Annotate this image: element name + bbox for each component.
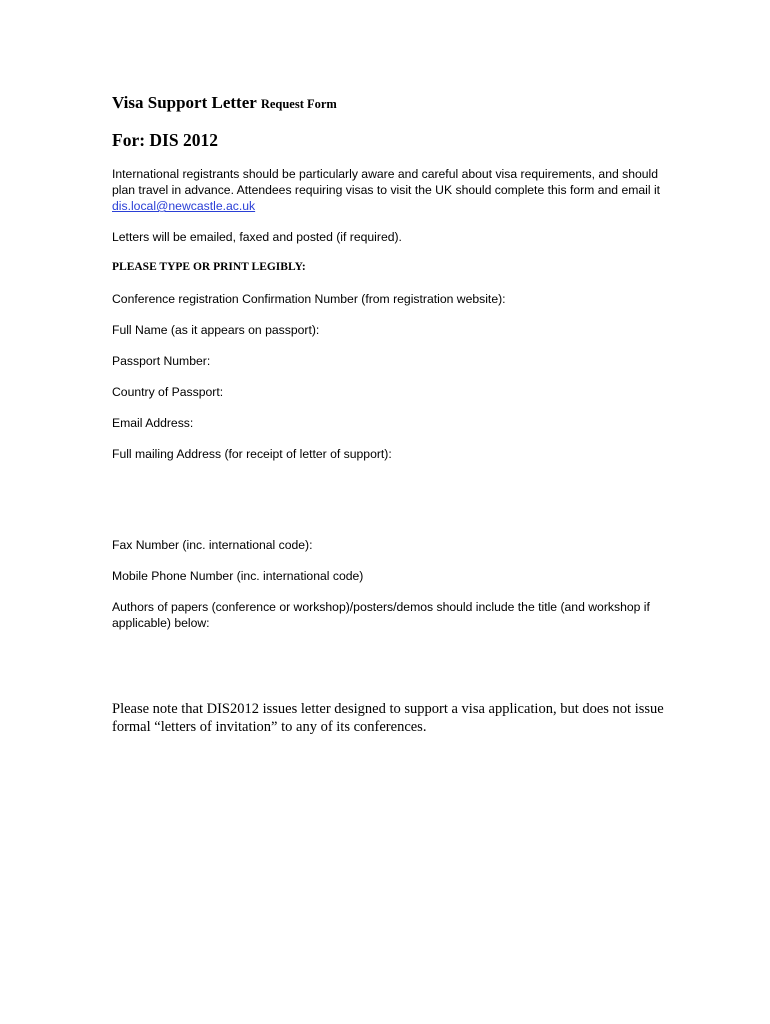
- country-of-passport-label: Country of Passport:: [112, 385, 224, 399]
- email-address-label: Email Address:: [112, 416, 194, 430]
- form-page: [112, 93, 672, 735]
- form-title-sub: Request Form: [260, 97, 337, 111]
- passport-number-label: Passport Number:: [112, 354, 211, 368]
- mailing-address-label: Full mailing Address (for receipt of letter of support):: [112, 447, 392, 461]
- intro-paragraph: [112, 166, 672, 214]
- authors-instruction: Authors of papers (conference or workshop)/posters/demos should include the title (and workshop if applicable) below:: [112, 600, 650, 630]
- fax-number-label: Fax Number (inc. international code):: [112, 538, 313, 552]
- invitation-disclaimer: Please note that DIS2012 issues letter designed to support a visa application, but does not issue formal “letters of invitation” to any of its conferences.: [112, 701, 664, 735]
- full-name-label: Full Name (as it appears on passport):: [112, 323, 320, 337]
- intro-text: International registrants should be particularly aware and careful about visa requirements, and should plan travel in advance. Attendees requiring visas to visit the UK should complete this form and email it: [112, 167, 661, 197]
- form-title: [112, 93, 672, 117]
- email-link[interactable]: dis.local@newcastle.ac.uk: [112, 199, 256, 213]
- type-or-print-instruction: PLEASE TYPE OR PRINT LEGIBLY:: [112, 261, 306, 273]
- confirmation-number-label: Conference registration Confirmation Number (from registration website):: [112, 292, 506, 306]
- form-title-main: Visa Support Letter: [112, 93, 257, 112]
- mobile-phone-label: Mobile Phone Number (inc. international code): [112, 569, 364, 583]
- event-heading: For: DIS 2012: [112, 130, 218, 150]
- letters-note: Letters will be emailed, faxed and posted (if required).: [112, 230, 402, 244]
